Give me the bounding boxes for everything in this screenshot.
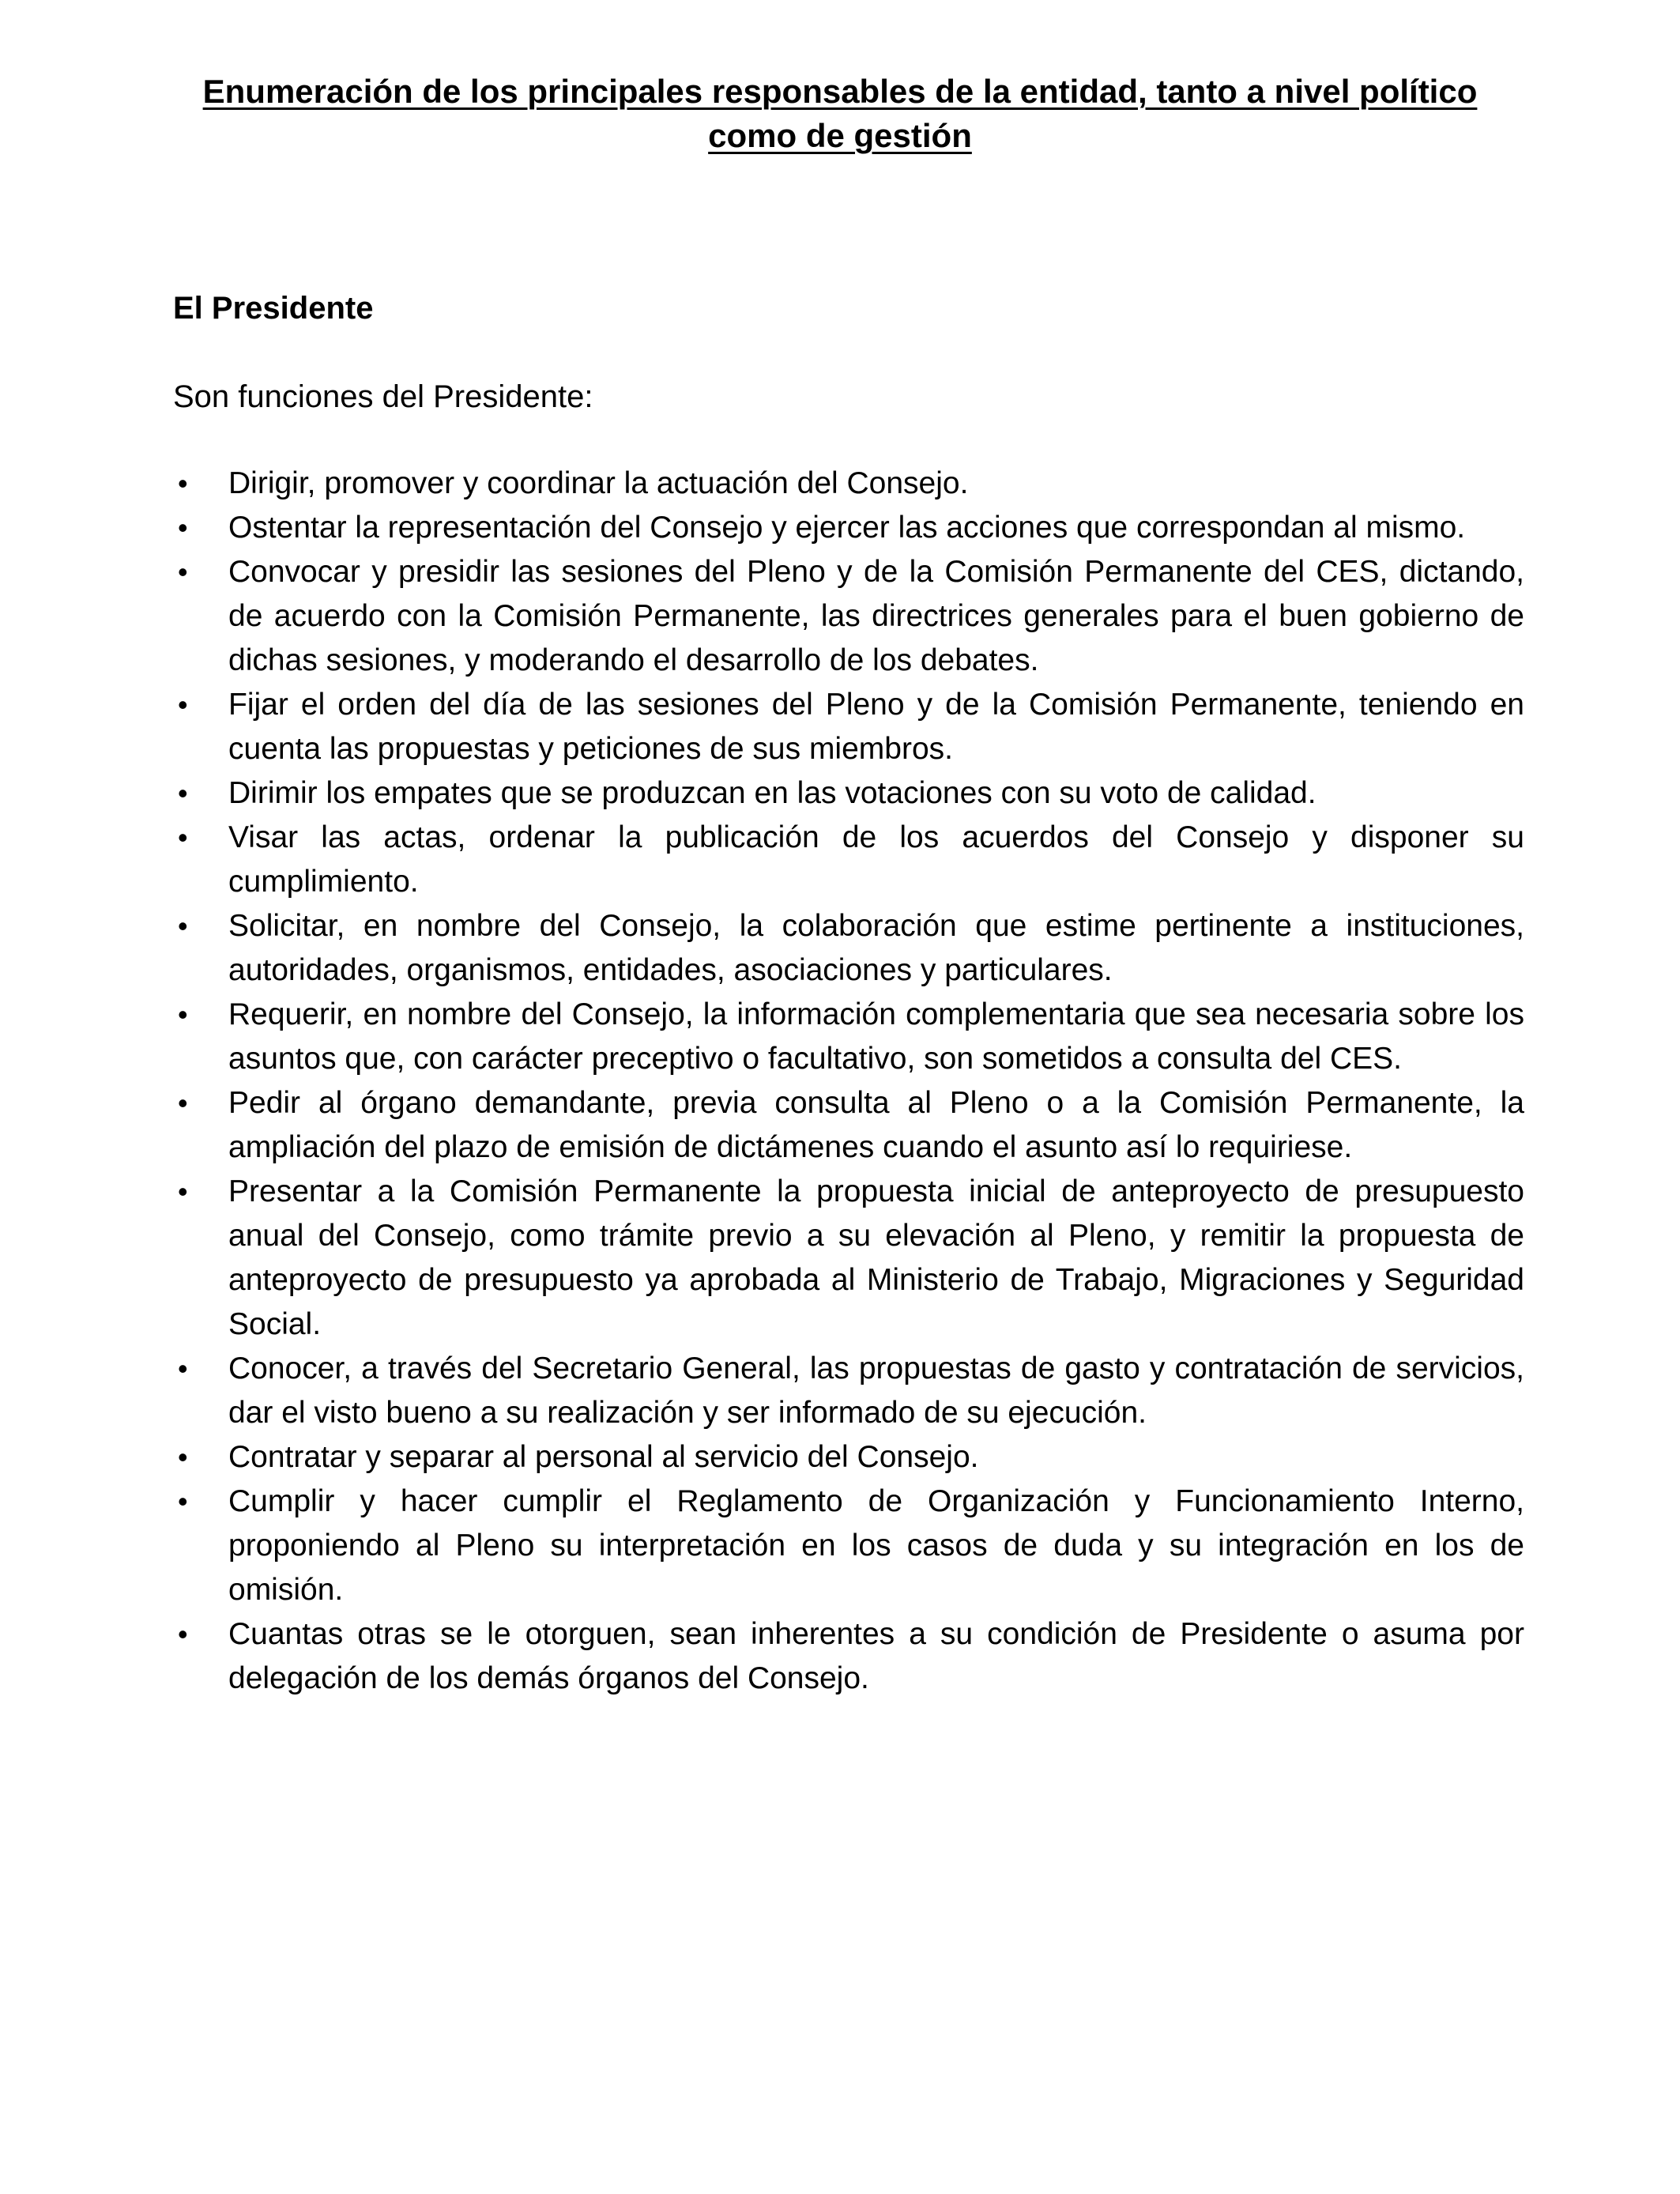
bullet-icon: • (178, 1485, 188, 1517)
intro-paragraph: Son funciones del Presidente: (173, 379, 593, 414)
list-item-text: Ostentar la representación del Consejo y ejercer las acciones que correspondan al mismo. (228, 511, 1466, 545)
bullet-icon: • (178, 998, 188, 1031)
bullet-icon: • (178, 1175, 188, 1208)
list-item (173, 683, 1524, 771)
bullet-icon: • (178, 821, 188, 854)
list-item-text: Dirimir los empates que se produzcan en las votaciones con su voto de calidad. (228, 776, 1317, 810)
list-item (173, 550, 1524, 683)
list-item-text: Pedir al órgano demandante, previa consulta al Pleno o a la Comisión Permanente, la ampliación del plazo de emisión de dictámenes cuando el asunto así lo requiriese. (228, 1086, 1524, 1164)
list-item-text: Solicitar, en nombre del Consejo, la colaboración que estime pertinente a instituciones, autoridades, organismos, entidades, asociaciones y particulares. (228, 909, 1524, 987)
bullet-icon: • (178, 688, 188, 721)
functions-list (173, 462, 1524, 1701)
list-item (173, 993, 1524, 1081)
bullet-icon: • (178, 1618, 188, 1650)
bullet-icon: • (178, 511, 188, 544)
document-title: Enumeración de los principales responsables de la entidad, tanto a nivel político como de gestión (202, 73, 1478, 154)
section-heading: El Presidente (173, 291, 374, 326)
list-item (173, 506, 1524, 550)
list-item-text: Requerir, en nombre del Consejo, la información complementaria que sea necesaria sobre los asuntos que, con carácter preceptivo o facultativo, son sometidos a consulta del CES. (228, 997, 1524, 1076)
bullet-icon: • (178, 1352, 188, 1385)
bullet-icon: • (178, 1087, 188, 1119)
list-item (173, 816, 1524, 904)
bullet-icon: • (178, 910, 188, 942)
list-item (173, 1081, 1524, 1170)
list-item (173, 1435, 1524, 1480)
list-item-text: Conocer, a través del Secretario General, las propuestas de gasto y contratación de servicios, dar el visto bueno a su realización y ser informado de su ejecución. (228, 1351, 1524, 1430)
list-item (173, 1612, 1524, 1701)
list-item-text: Visar las actas, ordenar la publicación de los acuerdos del Consejo y disponer su cumplimiento. (228, 820, 1524, 899)
list-item (173, 904, 1524, 993)
list-item-text: Fijar el orden del día de las sesiones del Pleno y de la Comisión Permanente, teniendo en cuenta las propuestas y peticiones de sus miembros. (228, 688, 1524, 766)
list-item-text: Contratar y separar al personal al servicio del Consejo. (228, 1440, 979, 1474)
list-item (173, 1347, 1524, 1435)
bullet-icon: • (178, 556, 188, 588)
list-item (173, 1480, 1524, 1612)
list-item-text: Presentar a la Comisión Permanente la propuesta inicial de anteproyecto de presupuesto anual del Consejo, como trámite previo a su elevación al Pleno, y remitir la propuesta de anteproyecto de presupuesto ya aprobada al Ministerio de Trabajo, Migraciones y Seguridad Social. (228, 1174, 1524, 1341)
list-item-text: Convocar y presidir las sesiones del Pleno y de la Comisión Permanente del CES, dictando, de acuerdo con la Comisión Permanente, las directrices generales para el buen gobierno de dichas sesiones, y moderando el desarrollo de los debates. (228, 555, 1524, 677)
list-item (173, 771, 1524, 816)
list-item (173, 462, 1524, 506)
list-item-text: Cuantas otras se le otorguen, sean inherentes a su condición de Presidente o asuma por delegación de los demás órganos del Consejo. (228, 1617, 1524, 1695)
bullet-icon: • (178, 777, 188, 809)
bullet-icon: • (178, 467, 188, 499)
list-item-text: Dirigir, promover y coordinar la actuación del Consejo. (228, 466, 969, 500)
list-item-text: Cumplir y hacer cumplir el Reglamento de Organización y Funcionamiento Interno, proponiendo al Pleno su interpretación en los casos de duda y su integración en los de omisión. (228, 1484, 1524, 1607)
list-item (173, 1170, 1524, 1347)
bullet-icon: • (178, 1441, 188, 1473)
